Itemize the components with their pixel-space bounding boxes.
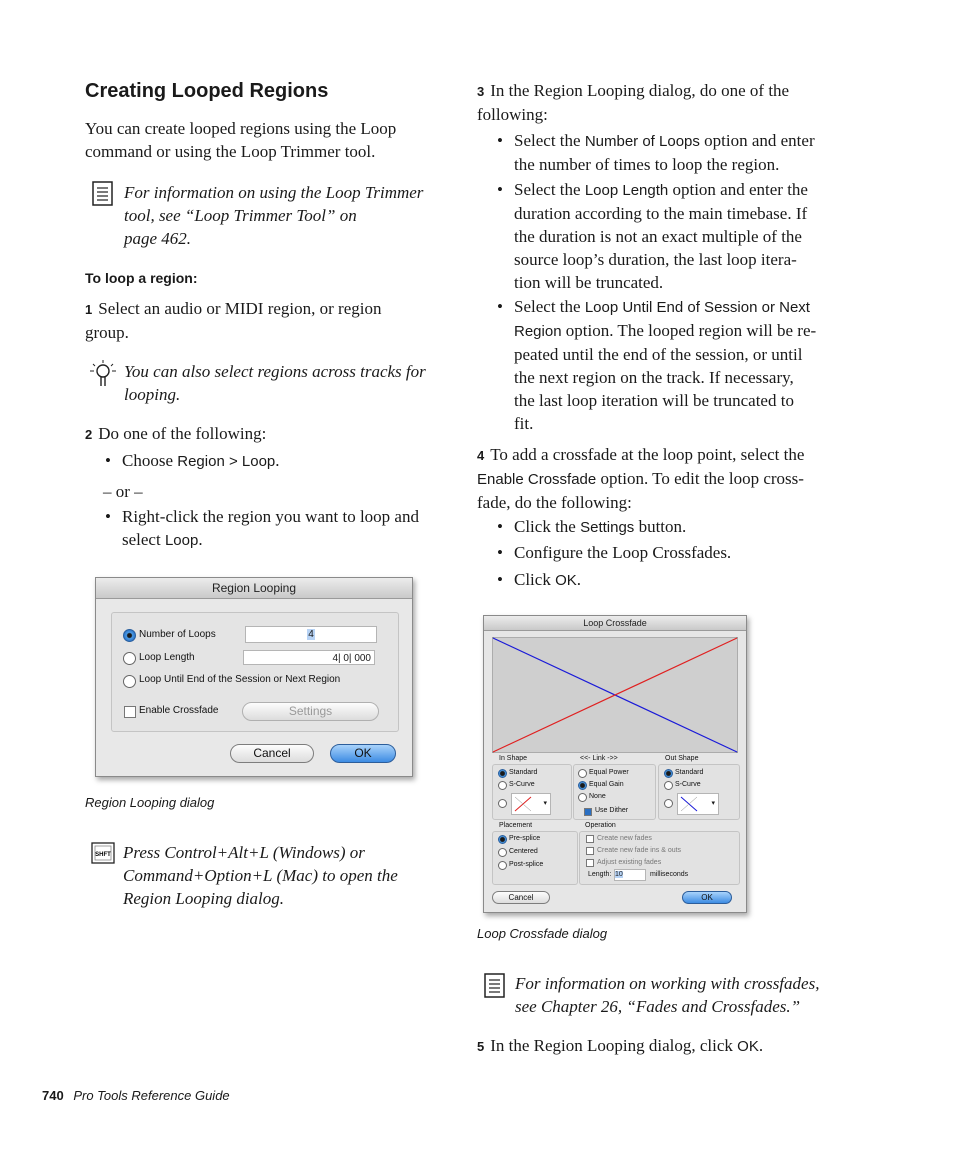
section-heading: Creating Looped Regions	[85, 80, 329, 102]
adjust-existing-fades-label: Adjust existing fades	[597, 859, 662, 866]
bullet-choose-region-loop: • Choose Region > Loop.	[105, 451, 280, 470]
loop-length-label: Loop Length	[139, 652, 195, 663]
procedure-title: To loop a region:	[85, 270, 198, 286]
guide-title: Pro Tools Reference Guide	[73, 1088, 230, 1103]
note-icon	[484, 973, 506, 999]
note-icon	[92, 181, 114, 207]
create-fade-ins-outs-label: Create new fade ins & outs	[597, 847, 682, 854]
equal-power-radio[interactable]	[578, 769, 587, 778]
in-shape-curve-icon	[512, 794, 534, 814]
enable-crossfade-label: Enable Crossfade	[139, 705, 219, 716]
region-looping-dialog	[95, 577, 413, 777]
number-of-loops-radio[interactable]	[123, 629, 136, 642]
step-4: 4 To add a crossfade at the loop point, select the Enable Crossfade option. To edit the loop cross- fade, do the following:	[477, 445, 805, 512]
length-label: Length:	[588, 871, 612, 878]
pre-splice-label: Pre-splice	[509, 835, 541, 842]
pre-splice-radio[interactable]	[498, 835, 507, 844]
length-field[interactable]: 10	[614, 869, 646, 881]
tip-text: You can also select regions across tracks for looping.	[124, 362, 426, 404]
or-separator: – or –	[103, 482, 143, 501]
loop-length-field[interactable]: 4| 0| 000	[243, 650, 375, 665]
shortcut-text: Press Control+Alt+L (Windows) or Command+Option+L (Mac) to open the Region Looping dialog.	[123, 843, 398, 908]
step-5: 5 In the Region Looping dialog, click OK.	[477, 1036, 764, 1055]
page-number: 740	[42, 1088, 64, 1103]
centered-label: Centered	[509, 848, 538, 855]
out-standard-label: Standard	[675, 769, 704, 776]
in-standard-radio[interactable]	[498, 769, 507, 778]
bullet-click-ok: • Click OK.	[497, 570, 582, 589]
out-scurve-label: S-Curve	[675, 781, 701, 788]
chevron-down-icon: ▾	[543, 800, 547, 807]
bullet-click-settings: • Click the Settings button.	[497, 517, 687, 536]
in-standard-label: Standard	[509, 769, 538, 776]
number-of-loops-label: Number of Loops	[139, 629, 216, 640]
page-footer	[42, 1088, 230, 1103]
intro-paragraph: You can create looped regions using the Loop command or using the Loop Trimmer tool.	[85, 119, 397, 161]
crossfade-ok-button[interactable]: OK	[682, 891, 732, 904]
out-shape-label: Out Shape	[665, 755, 699, 762]
create-fade-ins-outs-checkbox[interactable]	[586, 847, 594, 855]
settings-button[interactable]: Settings	[242, 702, 379, 721]
link-label: <<- Link ->>	[580, 755, 618, 762]
out-shape-preset-select[interactable]	[677, 793, 719, 815]
bullet-right-click: • Right-click the region you want to loop and select Loop.	[105, 507, 419, 549]
caption-region-looping: Region Looping dialog	[85, 795, 215, 810]
in-scurve-label: S-Curve	[509, 781, 535, 788]
centered-radio[interactable]	[498, 848, 507, 857]
bullet-loop-length: • Select the Loop Length option and enter the duration according to the main timebase. If the duration is not an exact multiple of the source loop’s duration, the last loop itera- tion will be truncated.	[497, 180, 808, 292]
loop-length-radio[interactable]	[123, 652, 136, 665]
loop-until-end-radio[interactable]	[123, 675, 136, 688]
post-splice-radio[interactable]	[498, 861, 507, 870]
note-loop-trimmer: For information on using the Loop Trimmer tool, see “Loop Trimmer Tool” on page 462.	[124, 183, 424, 248]
placement-label: Placement	[499, 822, 533, 829]
loop-crossfade-dialog	[483, 615, 747, 913]
out-standard-radio[interactable]	[664, 769, 673, 778]
in-shape-label: In Shape	[499, 755, 528, 762]
number-of-loops-field[interactable]: 4	[245, 626, 377, 643]
step-2: 2 Do one of the following:	[85, 424, 267, 443]
cancel-button[interactable]: Cancel	[230, 744, 314, 763]
crossfade-graph	[492, 637, 738, 753]
out-shape-curve-icon	[678, 794, 700, 814]
none-label: None	[589, 793, 606, 800]
svg-text:SHFT: SHFT	[95, 852, 111, 858]
tip-lightbulb-icon	[90, 359, 116, 389]
step-1: 1 Select an audio or MIDI region, or region group.	[85, 299, 382, 342]
out-scurve-radio[interactable]	[664, 781, 673, 790]
equal-gain-label: Equal Gain	[589, 781, 624, 788]
length-unit: milliseconds	[650, 871, 689, 878]
operation-label: Operation	[585, 822, 616, 829]
out-custom-radio[interactable]	[664, 799, 673, 808]
crossfade-dialog-title: Loop Crossfade	[484, 616, 746, 631]
create-new-fades-label: Create new fades	[597, 835, 652, 842]
in-scurve-radio[interactable]	[498, 781, 507, 790]
bullet-number-of-loops: • Select the Number of Loops option and enter the number of times to loop the region.	[497, 131, 815, 174]
dialog-title: Region Looping	[96, 578, 412, 599]
chevron-down-icon: ▾	[711, 800, 715, 807]
equal-gain-radio[interactable]	[578, 781, 587, 790]
ok-button[interactable]: OK	[330, 744, 396, 763]
bullet-loop-until-end: • Select the Loop Until End of Session or Next Region option. The looped region will be re- peated until the end of the session, or until the next region on the track. If necessary, the last loop iteration will be truncated to fit.	[497, 297, 817, 433]
loop-until-end-label: Loop Until End of the Session or Next Region	[139, 674, 341, 685]
crossfade-cancel-button[interactable]: Cancel	[492, 891, 550, 904]
enable-crossfade-checkbox[interactable]	[124, 706, 136, 718]
shortcut-icon	[91, 842, 115, 864]
in-shape-preset-select[interactable]	[511, 793, 551, 815]
caption-loop-crossfade: Loop Crossfade dialog	[477, 926, 608, 941]
create-new-fades-checkbox[interactable]	[586, 835, 594, 843]
equal-power-label: Equal Power	[589, 769, 629, 776]
in-custom-radio[interactable]	[498, 799, 507, 808]
use-dither-checkbox[interactable]	[584, 808, 592, 816]
use-dither-label: Use Dither	[595, 807, 629, 814]
bullet-configure-crossfades: • Configure the Loop Crossfades.	[497, 543, 732, 562]
adjust-existing-fades-checkbox[interactable]	[586, 859, 594, 867]
post-splice-label: Post-splice	[509, 861, 544, 868]
note-crossfades: For information on working with crossfades, see Chapter 26, “Fades and Crossfades.”	[515, 974, 820, 1016]
step-3: 3 In the Region Looping dialog, do one of the following:	[477, 81, 790, 124]
none-radio[interactable]	[578, 793, 587, 802]
